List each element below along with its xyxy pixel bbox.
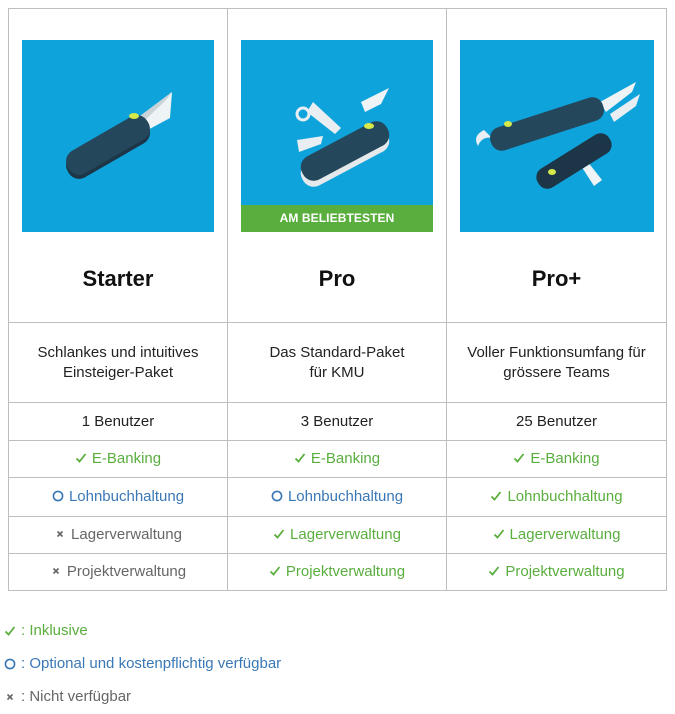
description-row <box>9 323 667 403</box>
feature-optional: Lohnbuchhaltung <box>271 488 403 505</box>
check-icon <box>273 528 285 540</box>
multitool-icon <box>460 40 654 232</box>
starter-image <box>22 40 214 232</box>
legend-included <box>4 622 88 641</box>
legend-optional <box>4 655 281 674</box>
check-icon <box>75 452 87 464</box>
most-popular-badge: AM BELIEBTESTEN <box>241 205 433 232</box>
pro-image <box>241 40 433 232</box>
plan-header-proplus <box>447 9 667 323</box>
cross-icon <box>4 691 16 703</box>
feature-not-available: Lagerverwaltung <box>54 526 182 543</box>
plan-description: Schlankes und intuitives Einsteiger-Paket <box>9 323 228 403</box>
feature-included: Lagerverwaltung <box>493 526 621 543</box>
cross-icon <box>54 528 66 540</box>
check-icon <box>294 452 306 464</box>
users-row <box>9 403 667 441</box>
plan-name: Pro+ <box>531 266 582 291</box>
plan-header-pro <box>228 9 447 323</box>
feature-included: E-Banking <box>513 450 599 467</box>
feature-included: Projektverwaltung <box>269 563 405 580</box>
pocket-knife-icon <box>241 40 433 232</box>
feature-optional: Lohnbuchhaltung <box>52 488 184 505</box>
circle-icon <box>52 490 64 502</box>
check-icon <box>493 528 505 540</box>
plan-description: Voller Funktionsumfang für grössere Teams <box>447 323 667 403</box>
legend-not-available <box>4 688 131 707</box>
knife-icon <box>22 40 214 232</box>
circle-icon <box>271 490 283 502</box>
feature-row-projektverwaltung <box>9 554 667 591</box>
user-count: 1 Benutzer <box>9 403 228 441</box>
circle-icon <box>4 658 16 670</box>
plan-comparison-table <box>8 8 667 591</box>
legend-text: : Inklusive <box>21 622 88 639</box>
feature-row-lohnbuchhaltung <box>9 478 667 517</box>
plan-name: Starter <box>82 266 154 291</box>
cross-icon <box>50 565 62 577</box>
legend-text: : Optional und kostenpflichtig verfügbar <box>21 655 282 672</box>
plan-header-starter <box>9 9 228 323</box>
legend-text: : Nicht verfügbar <box>21 688 132 705</box>
check-icon <box>490 490 502 502</box>
user-count: 3 Benutzer <box>228 403 447 441</box>
check-icon <box>488 565 500 577</box>
feature-not-available: Projektverwaltung <box>50 563 186 580</box>
proplus-image <box>460 40 654 232</box>
check-icon <box>513 452 525 464</box>
feature-included: Lohnbuchhaltung <box>490 488 622 505</box>
feature-included: E-Banking <box>294 450 380 467</box>
check-icon <box>4 625 16 637</box>
check-icon <box>269 565 281 577</box>
feature-row-ebanking <box>9 441 667 478</box>
feature-included: Lagerverwaltung <box>273 526 401 543</box>
feature-included: Projektverwaltung <box>488 563 624 580</box>
feature-row-lagerverwaltung <box>9 517 667 554</box>
plan-name: Pro <box>318 266 356 291</box>
plan-header-row <box>9 9 667 323</box>
plan-description: Das Standard-Paket für KMU <box>228 323 447 403</box>
user-count: 25 Benutzer <box>447 403 667 441</box>
feature-included: E-Banking <box>75 450 161 467</box>
